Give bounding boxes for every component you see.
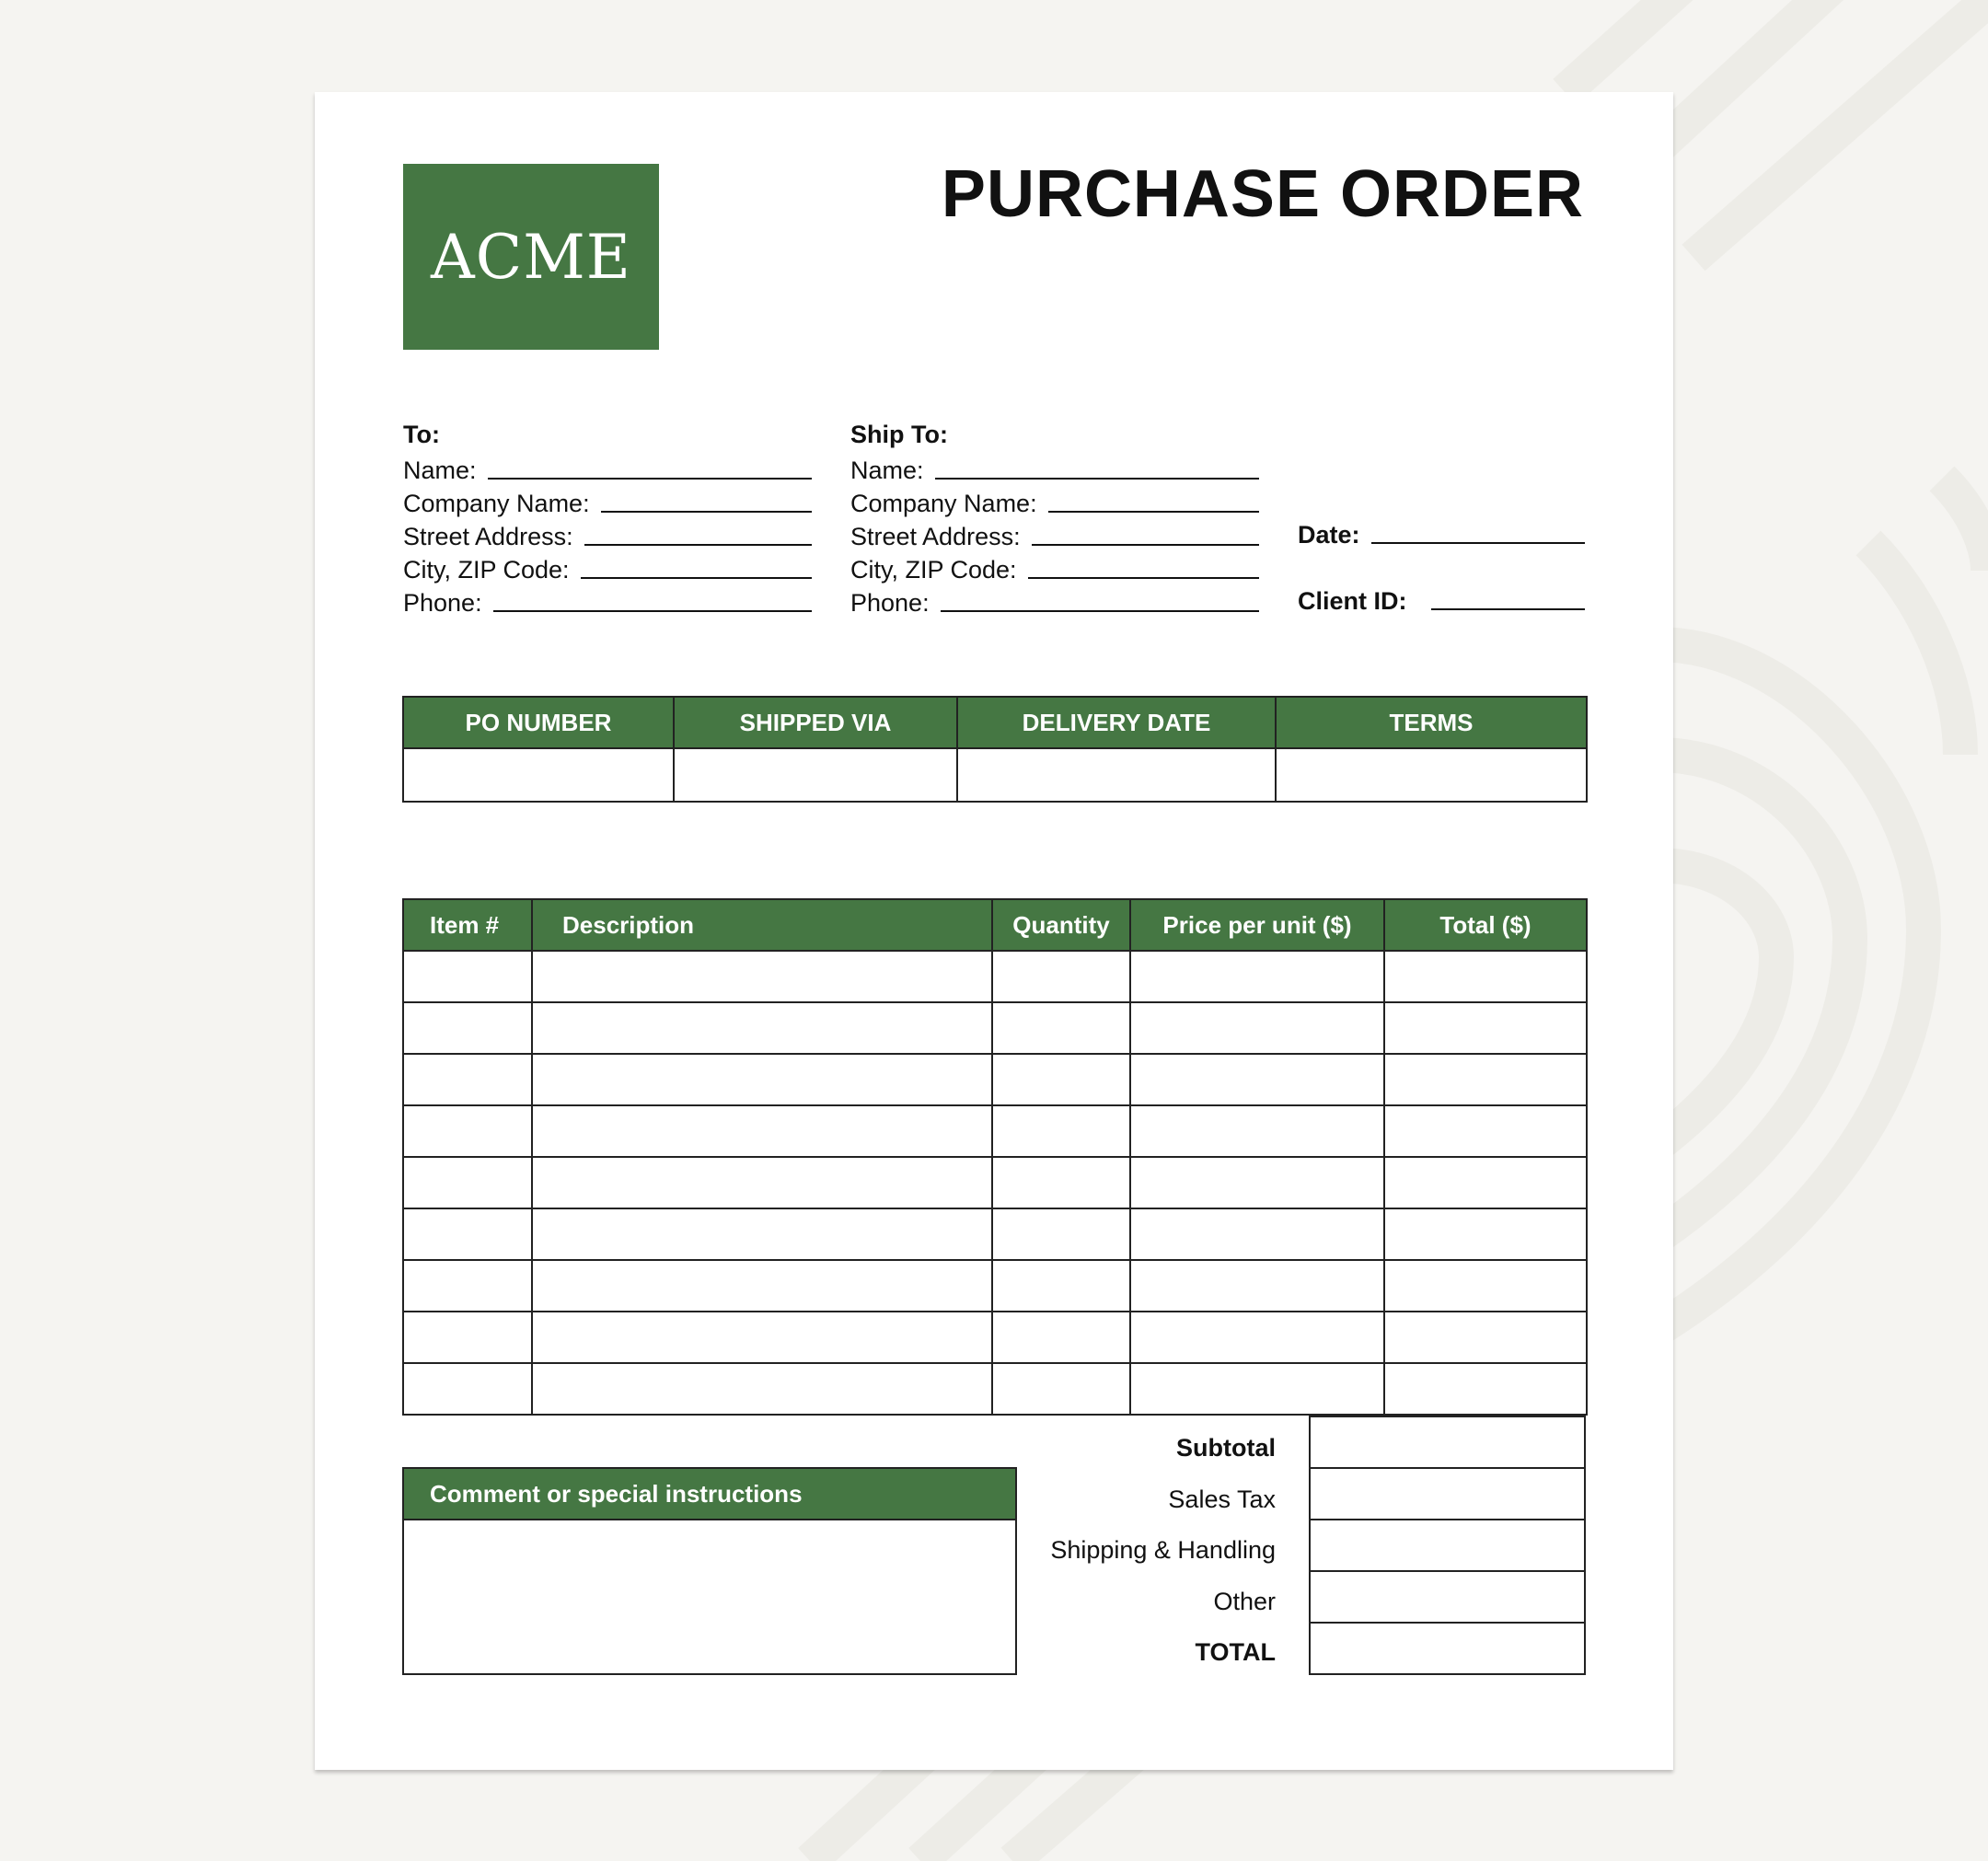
- line-items-header-row: [403, 899, 1587, 951]
- row-total-cell[interactable]: [1384, 1002, 1587, 1054]
- bill-to-company-field[interactable]: [601, 510, 812, 513]
- price-per-unit-cell[interactable]: [1130, 1363, 1384, 1415]
- client-id-section: [1298, 582, 1585, 615]
- bill-to-section: [403, 418, 812, 617]
- table-row: [403, 1363, 1587, 1415]
- document-title: PURCHASE ORDER: [941, 157, 1584, 231]
- price-per-unit-cell[interactable]: [1130, 1208, 1384, 1260]
- comment-field[interactable]: [404, 1520, 1015, 1673]
- order-info-header-row: [403, 697, 1587, 748]
- shipping-handling-label: Shipping & Handling: [1050, 1536, 1276, 1565]
- item-number-cell[interactable]: [403, 951, 532, 1002]
- price-per-unit-cell[interactable]: [1130, 1054, 1384, 1105]
- logo-text: ACME: [431, 221, 631, 293]
- quantity-cell[interactable]: [992, 1260, 1130, 1312]
- client-id-field[interactable]: [1431, 607, 1586, 610]
- quantity-cell[interactable]: [992, 1054, 1130, 1105]
- row-total-cell[interactable]: [1384, 1208, 1587, 1260]
- bill-to-company-label: Company Name:: [403, 490, 590, 517]
- item-number-cell[interactable]: [403, 1157, 532, 1208]
- po-number-header: PO NUMBER: [403, 697, 674, 748]
- bill-to-name-label: Name:: [403, 457, 477, 484]
- sales-tax-label: Sales Tax: [1168, 1485, 1276, 1513]
- shipping-handling-field[interactable]: [1309, 1519, 1586, 1570]
- bill-to-name-field[interactable]: [488, 477, 812, 480]
- description-cell[interactable]: [532, 1363, 992, 1415]
- ship-to-company-field[interactable]: [1048, 510, 1259, 513]
- terms-header: TERMS: [1276, 697, 1587, 748]
- price-per-unit-cell[interactable]: [1130, 951, 1384, 1002]
- ship-to-street-label: Street Address:: [850, 523, 1021, 550]
- bill-to-street-label: Street Address:: [403, 523, 573, 550]
- quantity-cell[interactable]: [992, 1002, 1130, 1054]
- description-cell[interactable]: [532, 1054, 992, 1105]
- bill-to-heading: To:: [403, 421, 440, 448]
- ship-to-phone-label: Phone:: [850, 589, 930, 617]
- item-number-cell[interactable]: [403, 1260, 532, 1312]
- terms-cell[interactable]: [1276, 748, 1587, 802]
- quantity-cell[interactable]: [992, 1363, 1130, 1415]
- totals-boxes: [1309, 1416, 1586, 1675]
- ship-to-name-field[interactable]: [935, 477, 1259, 480]
- item-number-header: Item #: [403, 899, 532, 951]
- table-row: [403, 1157, 1587, 1208]
- ship-to-city-label: City, ZIP Code:: [850, 556, 1017, 584]
- description-cell[interactable]: [532, 1208, 992, 1260]
- description-cell[interactable]: [532, 951, 992, 1002]
- table-row: [403, 1002, 1587, 1054]
- description-cell[interactable]: [532, 1260, 992, 1312]
- ship-to-city-row: [850, 550, 1259, 584]
- ship-to-phone-row: [850, 584, 1259, 617]
- bill-to-city-label: City, ZIP Code:: [403, 556, 570, 584]
- item-number-cell[interactable]: [403, 1312, 532, 1363]
- table-row: [403, 1105, 1587, 1157]
- ship-to-company-row: [850, 484, 1259, 517]
- totals-labels: [1022, 1416, 1276, 1671]
- quantity-cell[interactable]: [992, 951, 1130, 1002]
- quantity-cell[interactable]: [992, 1208, 1130, 1260]
- row-total-cell[interactable]: [1384, 1312, 1587, 1363]
- shipped-via-cell[interactable]: [674, 748, 957, 802]
- description-cell[interactable]: [532, 1002, 992, 1054]
- other-field[interactable]: [1309, 1570, 1586, 1622]
- description-cell[interactable]: [532, 1105, 992, 1157]
- comment-box: [402, 1467, 1017, 1675]
- quantity-cell[interactable]: [992, 1312, 1130, 1363]
- item-number-cell[interactable]: [403, 1105, 532, 1157]
- description-header: Description: [532, 899, 992, 951]
- ship-to-name-label: Name:: [850, 457, 924, 484]
- order-info-row: [403, 748, 1587, 802]
- bill-to-phone-field[interactable]: [493, 609, 812, 612]
- grand-total-label: TOTAL: [1195, 1638, 1276, 1667]
- ship-to-phone-field[interactable]: [941, 609, 1259, 612]
- row-total-cell[interactable]: [1384, 1054, 1587, 1105]
- ship-to-heading: Ship To:: [850, 421, 948, 448]
- other-label: Other: [1213, 1587, 1276, 1615]
- acme-logo: [403, 164, 659, 350]
- bill-to-city-row: [403, 550, 812, 584]
- price-per-unit-cell[interactable]: [1130, 1312, 1384, 1363]
- item-number-cell[interactable]: [403, 1208, 532, 1260]
- ship-to-street-field[interactable]: [1032, 543, 1259, 546]
- description-cell[interactable]: [532, 1157, 992, 1208]
- quantity-header: Quantity: [992, 899, 1130, 951]
- bill-to-phone-row: [403, 584, 812, 617]
- description-cell[interactable]: [532, 1312, 992, 1363]
- subtotal-label: Subtotal: [1176, 1434, 1276, 1462]
- price-per-unit-cell[interactable]: [1130, 1260, 1384, 1312]
- table-row: [403, 1260, 1587, 1312]
- date-section: [1298, 515, 1585, 549]
- po-number-cell[interactable]: [403, 748, 674, 802]
- date-field[interactable]: [1371, 541, 1585, 544]
- row-total-cell[interactable]: [1384, 1157, 1587, 1208]
- table-row: [403, 1208, 1587, 1260]
- ship-to-section: [850, 418, 1259, 617]
- comment-heading: Comment or special instructions: [404, 1469, 1015, 1520]
- price-per-unit-cell[interactable]: [1130, 1002, 1384, 1054]
- bill-to-name-row: [403, 451, 812, 484]
- row-total-cell[interactable]: [1384, 1260, 1587, 1312]
- client-id-label: Client ID:: [1298, 587, 1407, 615]
- line-items-table: [402, 898, 1588, 1416]
- row-total-cell[interactable]: [1384, 951, 1587, 1002]
- bill-to-company-row: [403, 484, 812, 517]
- shipped-via-header: SHIPPED VIA: [674, 697, 957, 748]
- ship-to-name-row: [850, 451, 1259, 484]
- ship-to-company-label: Company Name:: [850, 490, 1037, 517]
- item-number-cell[interactable]: [403, 1054, 532, 1105]
- quantity-cell[interactable]: [992, 1157, 1130, 1208]
- quantity-cell[interactable]: [992, 1105, 1130, 1157]
- table-row: [403, 1312, 1587, 1363]
- date-label: Date:: [1298, 521, 1360, 549]
- table-row: [403, 951, 1587, 1002]
- ship-to-city-field[interactable]: [1028, 576, 1259, 579]
- bill-to-street-field[interactable]: [584, 543, 812, 546]
- item-number-cell[interactable]: [403, 1002, 532, 1054]
- sales-tax-field[interactable]: [1309, 1467, 1586, 1519]
- price-per-unit-cell[interactable]: [1130, 1157, 1384, 1208]
- delivery-date-cell[interactable]: [957, 748, 1276, 802]
- ship-to-street-row: [850, 517, 1259, 550]
- price-per-unit-cell[interactable]: [1130, 1105, 1384, 1157]
- item-number-cell[interactable]: [403, 1363, 532, 1415]
- bill-to-phone-label: Phone:: [403, 589, 482, 617]
- row-total-cell[interactable]: [1384, 1105, 1587, 1157]
- delivery-date-header: DELIVERY DATE: [957, 697, 1276, 748]
- total-header: Total ($): [1384, 899, 1587, 951]
- bill-to-street-row: [403, 517, 812, 550]
- price-per-unit-header: Price per unit ($): [1130, 899, 1384, 951]
- grand-total-field[interactable]: [1309, 1622, 1586, 1675]
- bill-to-city-field[interactable]: [581, 576, 812, 579]
- subtotal-field[interactable]: [1309, 1416, 1586, 1467]
- row-total-cell[interactable]: [1384, 1363, 1587, 1415]
- table-row: [403, 1054, 1587, 1105]
- order-info-table: [402, 696, 1588, 803]
